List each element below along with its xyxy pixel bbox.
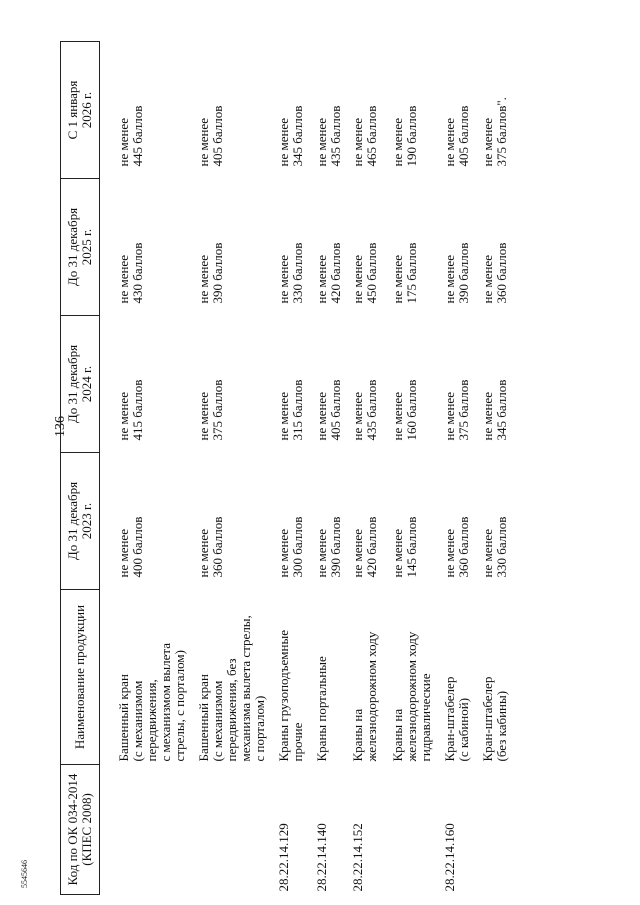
value-2026: не менее 375 баллов". bbox=[480, 97, 509, 167]
product-name: Краны грузоподъемные прочие bbox=[276, 630, 305, 762]
value-2024: не менее 160 баллов bbox=[390, 379, 419, 441]
product-name: Башенный кран (с механизмом передвижения, без механизма вылета стрелы, с порталом) bbox=[196, 615, 267, 762]
value-2023: не менее 330 баллов bbox=[480, 516, 509, 578]
value-2024: не менее 415 баллов bbox=[116, 379, 145, 441]
value-2026: не менее 445 баллов bbox=[116, 105, 145, 167]
value-2025: не менее 175 баллов bbox=[390, 242, 419, 304]
product-name: Краны на железнодорожном ходу bbox=[350, 631, 379, 762]
value-2024: не менее 435 баллов bbox=[350, 379, 379, 441]
value-2023: не менее 420 баллов bbox=[350, 516, 379, 578]
document-id: 5545646 bbox=[20, 860, 29, 888]
value-2023: не менее 390 баллов bbox=[314, 516, 343, 578]
table-header-row bbox=[61, 42, 100, 895]
value-2026: не менее 405 баллов bbox=[196, 105, 225, 167]
table-row bbox=[197, 42, 277, 895]
value-2025: не менее 330 баллов bbox=[276, 242, 305, 304]
product-name: Башенный кран (с механизмом передвижения, с механизмом вылета стрелы, с порталом) bbox=[116, 642, 187, 762]
value-2026: не менее 190 баллов bbox=[390, 105, 419, 167]
value-2023: не менее 360 баллов bbox=[196, 516, 225, 578]
value-2026: не менее 345 баллов bbox=[276, 105, 305, 167]
value-2025: не менее 450 баллов bbox=[350, 242, 379, 304]
product-code: 28.22.14.140 bbox=[314, 823, 329, 892]
value-2024: не менее 375 баллов bbox=[442, 379, 471, 441]
product-code bbox=[391, 765, 443, 895]
table-body bbox=[100, 42, 510, 895]
table-row bbox=[277, 42, 315, 895]
product-code bbox=[481, 765, 509, 895]
header-2025: До 31 декабря 2025 г. bbox=[61, 179, 100, 316]
product-name: Краны портальные bbox=[314, 656, 329, 762]
table-row bbox=[100, 42, 198, 895]
table-row bbox=[391, 42, 443, 895]
header-product-name: Наименование продукции bbox=[61, 590, 100, 765]
value-2026: не менее 465 баллов bbox=[350, 105, 379, 167]
product-code: 28.22.14.160 bbox=[442, 823, 457, 892]
value-2024: не менее 375 баллов bbox=[196, 379, 225, 441]
value-2024: не менее 315 баллов bbox=[276, 379, 305, 441]
table-row bbox=[443, 42, 481, 895]
header-2023: До 31 декабря 2023 г. bbox=[61, 453, 100, 590]
value-2025: не менее 430 баллов bbox=[116, 242, 145, 304]
product-name: Краны на железнодорожном ходу гидравлические bbox=[390, 631, 433, 762]
value-2025: не менее 390 баллов bbox=[196, 242, 225, 304]
rotated-table-container bbox=[60, 43, 640, 895]
value-2026: не менее 405 баллов bbox=[442, 105, 471, 167]
value-2025: не менее 360 баллов bbox=[480, 242, 509, 304]
product-name: Кран-штабелер (с кабиной) bbox=[442, 676, 471, 762]
requirements-table bbox=[60, 41, 509, 895]
value-2024: не менее 405 баллов bbox=[314, 379, 343, 441]
value-2023: не менее 300 баллов bbox=[276, 516, 305, 578]
value-2025: не менее 420 баллов bbox=[314, 242, 343, 304]
value-2023: не менее 145 баллов bbox=[390, 516, 419, 578]
table-row bbox=[481, 42, 509, 895]
header-2026: С 1 января 2026 г. bbox=[61, 42, 100, 179]
value-2026: не менее 435 баллов bbox=[314, 105, 343, 167]
page-number: 136 bbox=[53, 416, 68, 437]
value-2024: не менее 345 баллов bbox=[480, 379, 509, 441]
header-2024: До 31 декабря 2024 г. bbox=[61, 316, 100, 453]
product-code bbox=[197, 765, 277, 895]
value-2023: не менее 360 баллов bbox=[442, 516, 471, 578]
value-2023: не менее 400 баллов bbox=[116, 516, 145, 578]
table-row bbox=[315, 42, 351, 895]
header-code: Код по ОК 034-2014 (КПЕС 2008) bbox=[61, 765, 100, 895]
table-row bbox=[351, 42, 391, 895]
product-code: 28.22.14.129 bbox=[276, 823, 291, 892]
value-2025: не менее 390 баллов bbox=[442, 242, 471, 304]
product-name: Кран-штабелер (без кабины) bbox=[480, 676, 509, 762]
product-code: 28.22.14.152 bbox=[350, 823, 365, 892]
product-code bbox=[100, 765, 198, 895]
